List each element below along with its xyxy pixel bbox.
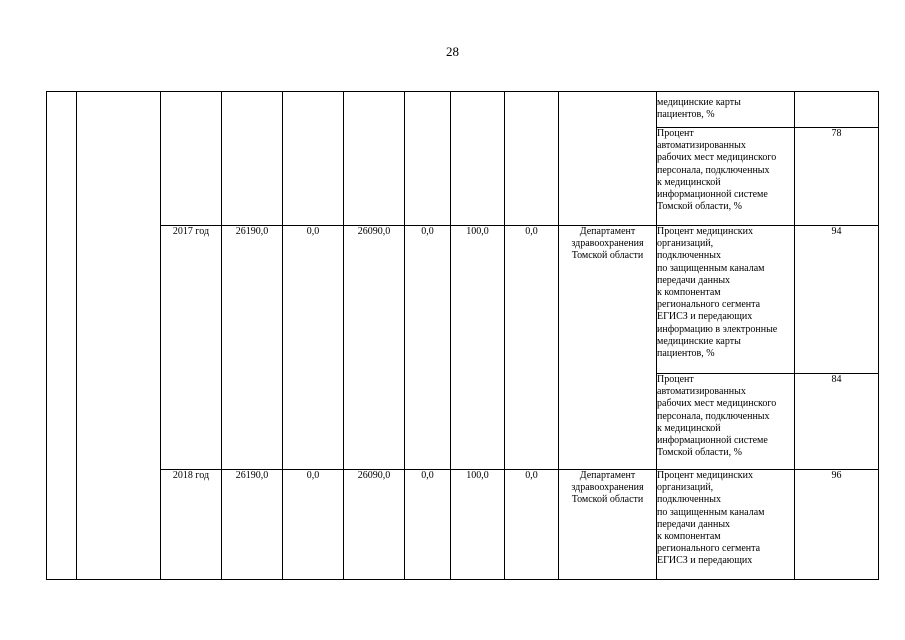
local-cell: 0,0 (405, 470, 451, 580)
local-cell (405, 92, 451, 226)
indicator-cell: Процент автоматизированных рабочих мест медицинского персонала, подключенных к медицинской информационной системе Томской области, % (657, 374, 795, 470)
indicator-value-cell: 84 (795, 374, 879, 470)
federal-cell: 0,0 (283, 470, 344, 580)
extra2-cell: 0,0 (505, 470, 559, 580)
extra1-cell (451, 92, 505, 226)
department-cell: Департамент здравоохранения Томской области (559, 470, 657, 580)
indicator-value-cell (795, 92, 879, 128)
total-cell (222, 92, 283, 226)
department-cell: Департамент здравоохранения Томской области (559, 226, 657, 470)
extra1-cell: 100,0 (451, 226, 505, 470)
program-table (46, 91, 879, 580)
department-cell (559, 92, 657, 226)
table-row (47, 470, 879, 580)
regional-cell: 26090,0 (344, 470, 405, 580)
regional-cell (344, 92, 405, 226)
indicator-cell: Процент медицинских организаций, подключенных по защищенным каналам передачи данных к компонентам регионального сегмента ЕГИСЗ и передающих (657, 470, 795, 580)
indicator-cell: Процент автоматизированных рабочих мест медицинского персонала, подключенных к медицинской информационной системе Томской области, % (657, 128, 795, 226)
local-cell: 0,0 (405, 226, 451, 470)
indicator-cell: медицинские карты пациентов, % (657, 92, 795, 128)
total-cell: 26190,0 (222, 226, 283, 470)
extra2-cell (505, 92, 559, 226)
year-cell (161, 92, 222, 226)
indicator-cell: Процент медицинских организаций, подключенных по защищенным каналам передачи данных к компонентам регионального сегмента ЕГИСЗ и передающих информацию в электронные медицинские карты пациентов, % (657, 226, 795, 374)
regional-cell: 26090,0 (344, 226, 405, 470)
indicator-value-cell: 94 (795, 226, 879, 374)
table-row (47, 226, 879, 374)
event-name-cell (77, 92, 161, 580)
table-row (47, 92, 879, 128)
year-cell: 2017 год (161, 226, 222, 470)
total-cell: 26190,0 (222, 470, 283, 580)
indicator-value-cell: 96 (795, 470, 879, 580)
extra2-cell: 0,0 (505, 226, 559, 470)
page-number: 28 (446, 44, 459, 59)
number-cell (47, 92, 77, 580)
year-cell: 2018 год (161, 470, 222, 580)
indicator-value-cell: 78 (795, 128, 879, 226)
federal-cell (283, 92, 344, 226)
federal-cell: 0,0 (283, 226, 344, 470)
extra1-cell: 100,0 (451, 470, 505, 580)
